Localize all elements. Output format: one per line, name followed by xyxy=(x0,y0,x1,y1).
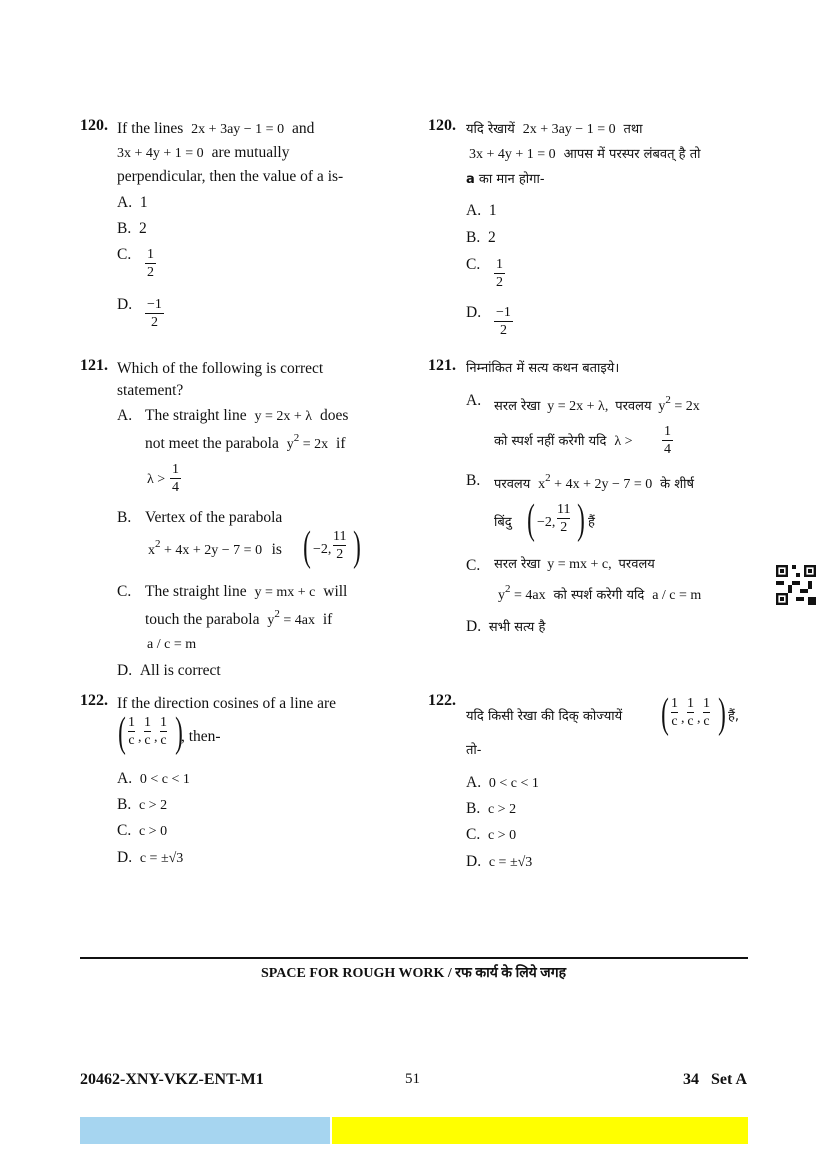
text: परवलय xyxy=(618,557,655,572)
option-c-label: C. xyxy=(117,246,132,263)
option-b-label: B. xyxy=(466,472,481,489)
set-number: 34 xyxy=(683,1071,699,1088)
option-label: A. xyxy=(466,774,482,791)
option-b xyxy=(466,799,516,820)
paren-right: ) xyxy=(577,497,585,543)
text: को स्पर्श नहीं करेगी यदि xyxy=(494,434,607,449)
text: यदि रेखायें xyxy=(466,122,515,137)
option-a xyxy=(117,769,190,790)
fraction: $\frac{1}{c}$ xyxy=(160,715,167,748)
fraction: $\frac{1}{c}$ xyxy=(144,715,151,748)
question-text: Which of the following is correct xyxy=(117,360,324,377)
option-value: 1 xyxy=(488,202,497,219)
question-text: , then- xyxy=(181,728,221,745)
option-c-text xyxy=(494,554,655,575)
option-c-text xyxy=(145,582,347,603)
option-value: 2 xyxy=(138,220,147,237)
option-a-label: A. xyxy=(117,407,133,424)
equation: 2x + 3ay − 1 = 0 xyxy=(522,122,616,137)
text: आपस में परस्पर लंबवत् है तो xyxy=(563,147,701,162)
question-text: यदि किसी रेखा की दिक् कोज्यायें xyxy=(466,709,623,724)
text: touch the parabola xyxy=(145,611,260,628)
option-b-label: B. xyxy=(117,509,132,526)
option-label: A. xyxy=(466,202,482,219)
paren-right: ) xyxy=(718,691,726,737)
question-text: निम्नांकित में सत्य कथन बताइये। xyxy=(466,361,620,376)
option-b-text: Vertex of the parabola xyxy=(145,509,283,526)
option-label: C. xyxy=(466,826,481,843)
text: The straight line xyxy=(145,583,247,600)
fraction: $\frac{11}{2}$ xyxy=(557,502,571,535)
equation: a / c = m xyxy=(147,637,197,652)
text: are mutually xyxy=(211,144,290,161)
text: does xyxy=(319,407,349,424)
point-x: −2, xyxy=(313,542,332,557)
option-c-label: C. xyxy=(466,256,481,273)
inequality: λ > xyxy=(614,434,633,449)
option-value: 2 xyxy=(487,229,496,246)
fraction xyxy=(494,304,513,339)
equation: 2x + 3ay − 1 = 0 xyxy=(191,122,285,137)
fraction xyxy=(145,246,156,281)
option-a-text xyxy=(145,434,345,455)
denominator: 2 xyxy=(147,265,154,280)
equation: y = 2x + λ, xyxy=(547,399,609,414)
question-text: statement? xyxy=(117,382,184,399)
text: will xyxy=(323,583,348,600)
option-d xyxy=(117,661,221,681)
text: परवलय xyxy=(494,477,531,492)
denominator: 4 xyxy=(664,442,671,457)
fraction: $\frac{11}{2}$ xyxy=(333,529,347,562)
denominator: 2 xyxy=(496,275,503,290)
question-number: 122. xyxy=(80,692,108,709)
option-a-label: A. xyxy=(466,392,482,409)
option-label: D. xyxy=(466,618,482,635)
paper-code: 20462-XNY-VKZ-ENT-M1 xyxy=(80,1071,264,1088)
question-text xyxy=(117,143,289,164)
option-label: D. xyxy=(466,853,482,870)
numerator: 1 xyxy=(664,424,671,439)
question-number: 120. xyxy=(428,117,456,134)
comma: , xyxy=(138,730,142,745)
text: बिंदु xyxy=(494,515,512,530)
option-c-text xyxy=(498,585,701,606)
option-value: 0 < c < 1 xyxy=(488,776,539,791)
question-number: 122. xyxy=(428,692,456,709)
question-number: 120. xyxy=(80,117,108,134)
fraction xyxy=(662,423,673,458)
text: को स्पर्श करेगी यदि xyxy=(553,588,645,603)
equation: $x^2 + 4x + 2y - 7 = 0$ xyxy=(538,472,653,492)
divider xyxy=(80,957,748,959)
option-value: 0 < c < 1 xyxy=(139,772,190,787)
comma: , xyxy=(697,711,701,726)
denominator: 2 xyxy=(150,315,158,330)
set-info xyxy=(683,1071,747,1089)
question-number: 121. xyxy=(80,357,108,374)
text: सरल रेखा xyxy=(494,557,541,572)
text: सरल रेखा xyxy=(494,399,541,414)
equation: y = 2x + λ xyxy=(254,409,313,424)
text: and xyxy=(291,120,315,137)
option-label: B. xyxy=(466,229,481,246)
rough-work-label: SPACE FOR ROUGH WORK / रफ कार्य के लिये जगह xyxy=(260,966,567,981)
question-text xyxy=(469,144,700,165)
equation: $y^2 = 4ax$ xyxy=(498,583,546,603)
option-b-text xyxy=(494,474,694,495)
equation: y = mx + c xyxy=(254,585,316,600)
fraction xyxy=(170,461,181,496)
option-value: c = ±√3 xyxy=(488,855,533,870)
option-d-label: D. xyxy=(466,304,482,321)
option-label: A. xyxy=(117,770,133,787)
option-a-text xyxy=(145,406,348,427)
option-c xyxy=(117,821,167,842)
option-value: c = ±√3 xyxy=(139,851,184,866)
option-label: B. xyxy=(117,796,132,813)
numerator: 1 xyxy=(172,462,179,477)
numerator: 1 xyxy=(147,247,154,262)
qr-code-icon xyxy=(776,565,816,605)
text: के शीर्ष xyxy=(660,477,694,492)
option-value: 1 xyxy=(139,194,148,211)
option-a xyxy=(466,773,539,794)
fraction: $\frac{1}{c}$ xyxy=(671,696,678,729)
question-number: 121. xyxy=(428,357,456,374)
option-d-label: D. xyxy=(117,296,133,313)
text: If the lines xyxy=(117,120,184,137)
paren-left: ( xyxy=(118,710,126,756)
option-b xyxy=(117,219,147,239)
text: The straight line xyxy=(145,407,247,424)
option-value: c > 0 xyxy=(487,828,517,843)
equation: $y^2 = 2x$ xyxy=(286,432,329,452)
equation: a / c = m xyxy=(652,588,702,603)
question-text: If the direction cosines of a line are xyxy=(117,695,337,712)
paren-left: ( xyxy=(303,524,311,570)
option-label: C. xyxy=(117,822,132,839)
color-band-blue xyxy=(80,1117,330,1144)
fraction xyxy=(494,256,505,291)
option-c xyxy=(466,825,516,846)
text: तथा xyxy=(623,122,643,137)
comma: , xyxy=(154,730,158,745)
option-label: B. xyxy=(117,220,132,237)
color-band-yellow xyxy=(332,1117,748,1144)
question-text: a का मान होगा- xyxy=(466,172,545,187)
text: if xyxy=(322,611,333,628)
option-c-text xyxy=(145,610,332,631)
option-b xyxy=(466,228,496,248)
numerator: −1 xyxy=(147,297,162,312)
equation: $y^2 = 4ax$ xyxy=(267,608,315,628)
option-c-label: C. xyxy=(117,583,132,600)
question-text: perpendicular, then the value of a is- xyxy=(117,168,344,185)
paren-left: ( xyxy=(661,691,669,737)
text: हैं xyxy=(588,515,595,530)
option-label: D. xyxy=(117,849,133,866)
fraction xyxy=(145,296,164,331)
option-a xyxy=(466,201,497,221)
equation: 3x + 4y + 1 = 0 xyxy=(117,146,204,161)
question-text: हैं, xyxy=(728,709,740,724)
question-text xyxy=(117,119,314,140)
option-a-text xyxy=(494,396,700,417)
numerator: 1 xyxy=(496,257,503,272)
text: not meet the parabola xyxy=(145,435,279,452)
set-label: Set A xyxy=(711,1071,747,1088)
comma: , xyxy=(681,711,685,726)
option-value: c > 0 xyxy=(138,824,168,839)
fraction: $\frac{1}{c}$ xyxy=(703,696,710,729)
question-text: तो- xyxy=(466,743,482,758)
point-x: −2, xyxy=(537,515,556,530)
equation: $y^2 = 2x$ xyxy=(658,394,700,414)
text: परवलय xyxy=(615,399,652,414)
question-text xyxy=(466,119,643,140)
paren-right: ) xyxy=(353,524,361,570)
denominator: 2 xyxy=(499,323,507,338)
paren-left: ( xyxy=(527,497,535,543)
option-value: c > 2 xyxy=(138,798,168,813)
option-b xyxy=(117,795,167,816)
option-d xyxy=(466,617,545,638)
option-label: A. xyxy=(117,194,133,211)
option-a xyxy=(117,193,148,213)
option-value: सभी सत्य है xyxy=(488,620,546,635)
option-value: c > 2 xyxy=(487,802,517,817)
text: if xyxy=(336,435,346,452)
page-number: 51 xyxy=(405,1071,420,1087)
option-label: D. xyxy=(117,662,133,679)
numerator: −1 xyxy=(496,305,511,320)
option-d xyxy=(117,848,183,869)
option-label: B. xyxy=(466,800,481,817)
equation: $x^2 + 4x + 2y - 7 = 0$ is xyxy=(148,538,282,558)
denominator: 4 xyxy=(172,480,179,495)
inequality: λ > xyxy=(147,472,166,487)
option-d xyxy=(466,852,532,873)
equation: 3x + 4y + 1 = 0 xyxy=(469,147,556,162)
option-value: All is correct xyxy=(139,662,221,679)
option-a-text xyxy=(494,431,633,452)
option-c-label: C. xyxy=(466,557,481,574)
paren-right: ) xyxy=(175,710,183,756)
fraction: $\frac{1}{c}$ xyxy=(128,715,135,748)
equation: y = mx + c, xyxy=(547,557,612,572)
fraction: $\frac{1}{c}$ xyxy=(687,696,694,729)
